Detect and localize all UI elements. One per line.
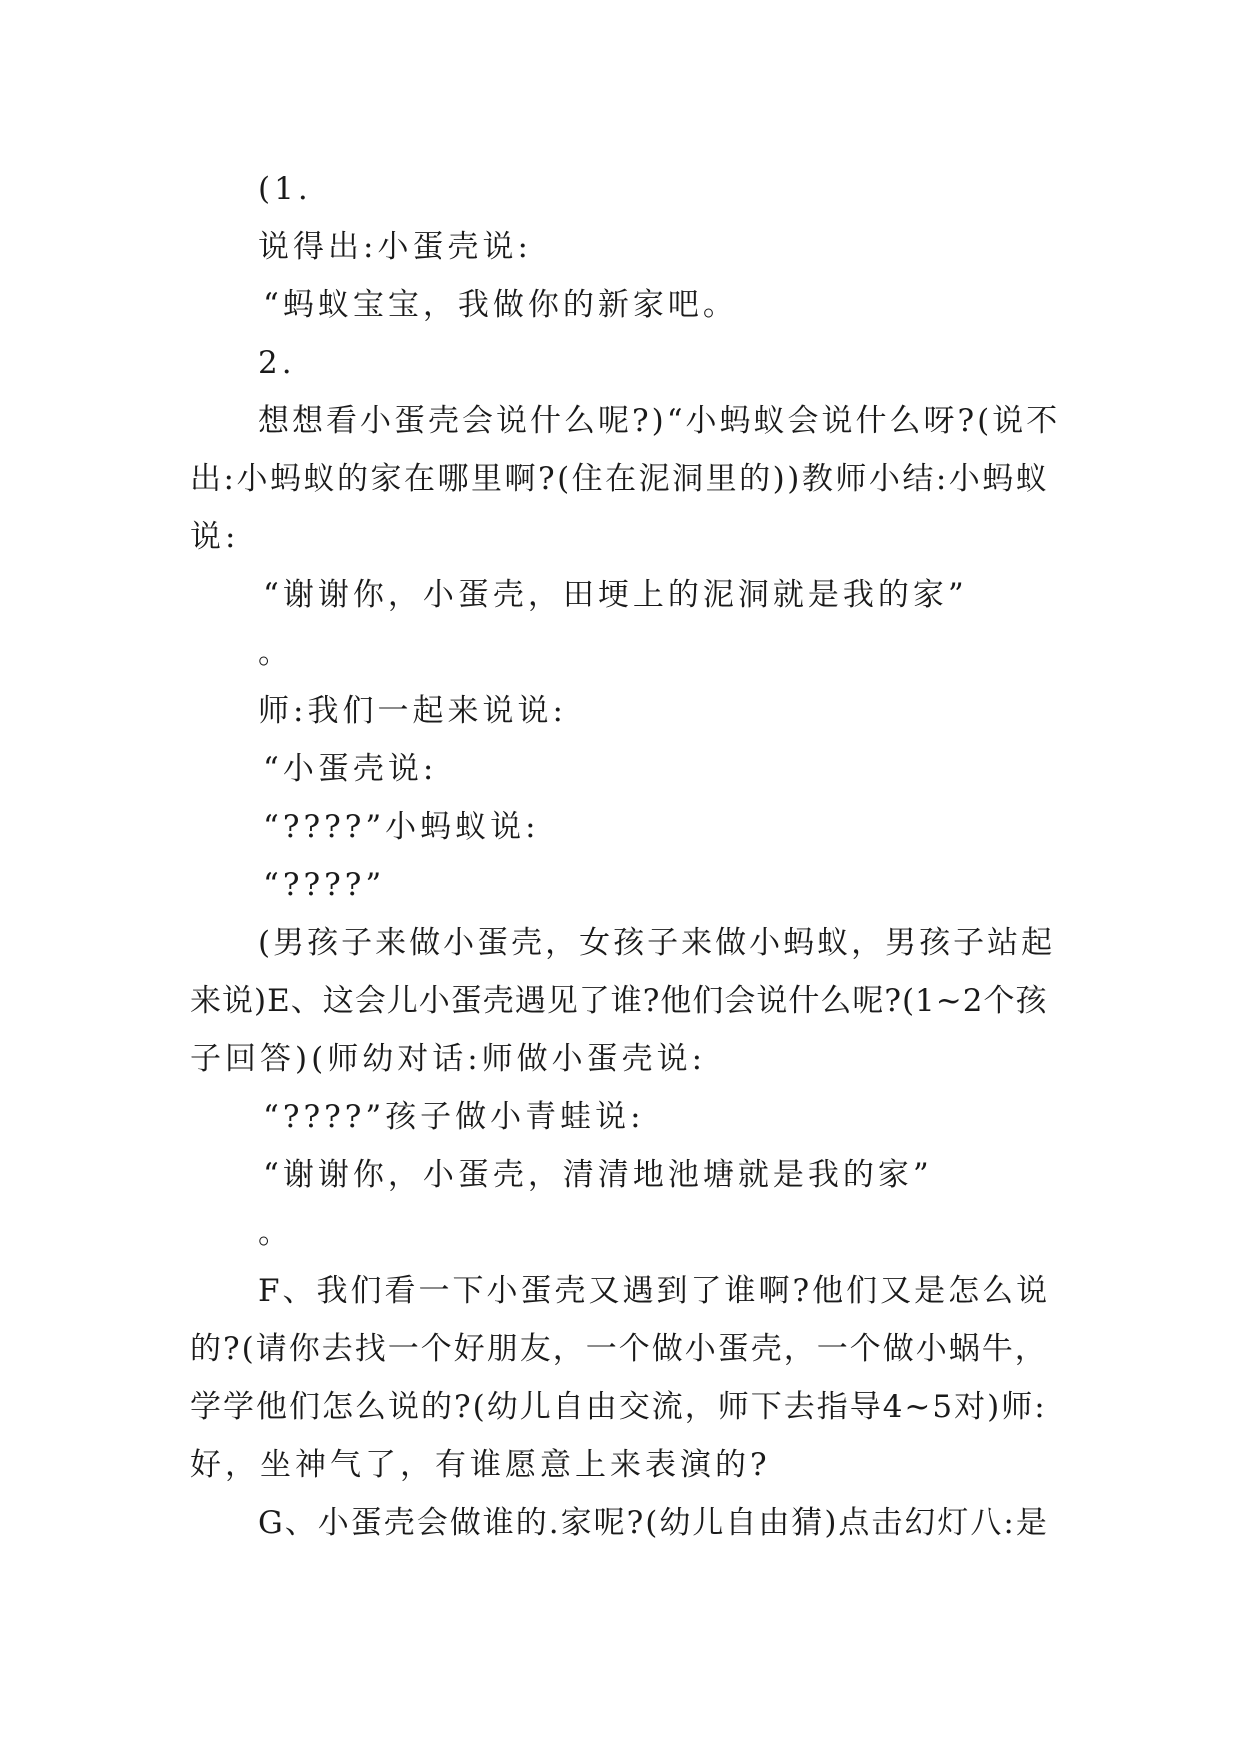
paragraph-line: 出:小蚂蚁的家在哪里啊?(住在泥洞里的))教师小结:小蚂蚁 (190, 461, 1050, 497)
paragraph-line: F、我们看一下小蛋壳又遇到了谁啊?他们又是怎么说 (258, 1273, 1051, 1309)
paragraph-line: 学学他们怎么说的?(幼儿自由交流，师下去指导4~5对)师: (190, 1389, 1047, 1425)
paragraph-line: 想想看小蛋壳会说什么呢?)“小蚂蚁会说什么呀?(说不 (258, 403, 1061, 439)
paragraph-line: “????”孩子做小青蛙说: (263, 1099, 645, 1135)
paragraph-line: 2. (258, 345, 296, 381)
paragraph-line: “蚂蚁宝宝，我做你的新家吧。 (263, 287, 738, 323)
paragraph-line: “????”小蚂蚁说: (263, 809, 540, 845)
paragraph-line: 的?(请你去找一个好朋友，一个做小蛋壳，一个做小蜗牛， (190, 1331, 1048, 1367)
paragraph-line: 好，坐神气了，有谁愿意上来表演的? (190, 1447, 771, 1483)
paragraph-line: 说: (190, 519, 240, 555)
paragraph-line: 来说)E、这会儿小蛋壳遇见了谁?他们会说什么呢?(1~2个孩 (190, 983, 1048, 1019)
paragraph-line: 子回答)(师幼对话:师做小蛋壳说: (190, 1041, 707, 1077)
paragraph-line: “????” (263, 867, 386, 903)
paragraph-line: 。 (258, 635, 293, 671)
paragraph-line: 说得出:小蛋壳说: (258, 229, 532, 265)
paragraph-line: (1. (258, 171, 312, 207)
paragraph-line: 。 (258, 1215, 293, 1251)
paragraph-line: “小蛋壳说: (263, 751, 438, 787)
paragraph-line: “谢谢你，小蛋壳，田埂上的泥洞就是我的家” (263, 577, 968, 613)
paragraph-line: (男孩子来做小蛋壳，女孩子来做小蚂蚁，男孩子站起 (258, 925, 1056, 961)
paragraph-line: “谢谢你，小蛋壳，清清地池塘就是我的家” (263, 1157, 933, 1193)
paragraph-line: 师:我们一起来说说: (258, 693, 567, 729)
paragraph-line: G、小蛋壳会做谁的.家呢?(幼儿自由猜)点击幻灯八:是 (258, 1505, 1049, 1541)
